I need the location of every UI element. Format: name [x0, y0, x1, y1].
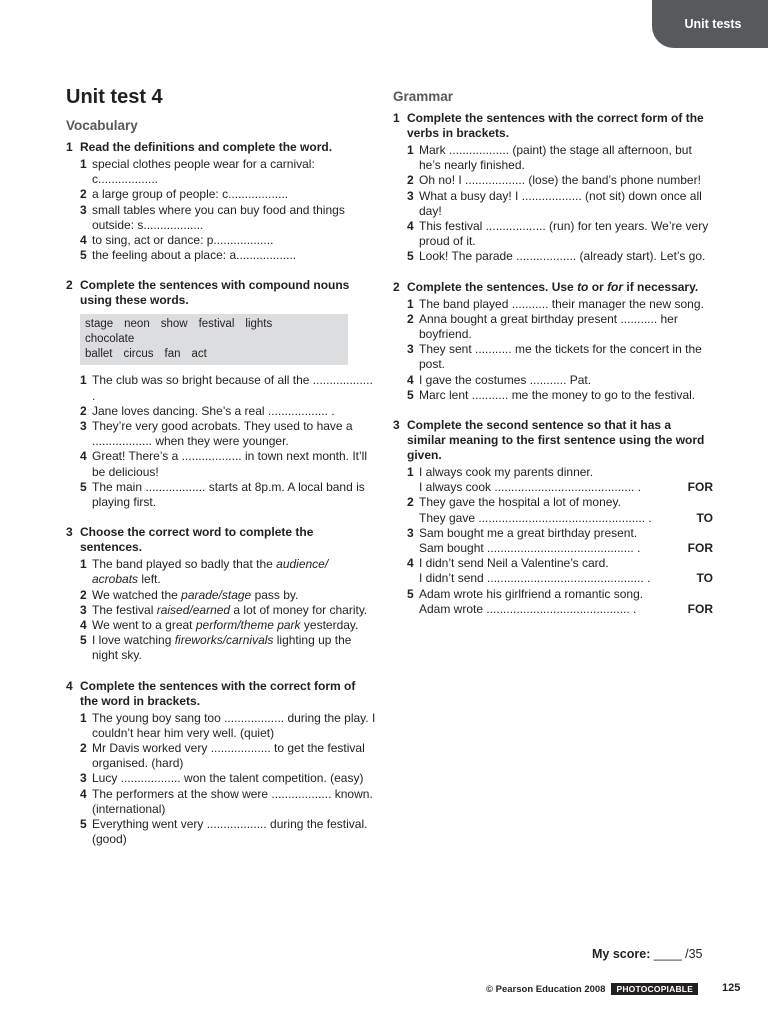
item-number: 3	[407, 525, 414, 540]
item-number: 3	[407, 342, 414, 357]
exercise-item	[80, 157, 376, 187]
exercise-item	[407, 219, 713, 249]
exercise-item	[80, 787, 376, 817]
exercise-item	[80, 373, 376, 403]
rewrite-sentence: Sam bought ............................................ .	[419, 541, 641, 556]
item-number: 4	[80, 618, 87, 633]
item-text: I gave the costumes ........... Pat.	[419, 372, 592, 387]
page-title: Unit test 4	[66, 86, 163, 108]
unit-tests-tab	[652, 0, 768, 48]
exercise-item	[407, 312, 713, 342]
item-text: Great! There’s a .................. in town next month. It’ll be delicious!	[92, 449, 368, 479]
grammar-column	[393, 89, 713, 632]
vocabulary-exercise-2	[66, 278, 376, 510]
item-number: 5	[407, 387, 414, 402]
exercise-number: 2	[393, 279, 400, 294]
exercise-number: 1	[66, 140, 73, 154]
item-number: 1	[407, 296, 414, 311]
grammar-exercise-2	[393, 280, 713, 403]
rewrite-sentence: I always cook .......................................... .	[419, 480, 642, 495]
exercise-item	[80, 187, 376, 202]
vocabulary-exercise-4	[66, 679, 376, 848]
item-text: The performers at the show were .................. known. (international)	[92, 786, 373, 816]
transformation-item	[407, 495, 713, 525]
exercise-instruction: Complete the sentences with the correct form of the verbs in brackets.	[407, 111, 704, 140]
word-box	[80, 314, 348, 365]
item-text: I love watching fireworks/carnivals lighting up the night sky.	[92, 633, 352, 663]
item-text: The young boy sang too .................. during the play. I couldn’t hear him very well. (quiet)	[92, 710, 376, 740]
exercise-item	[80, 557, 376, 587]
exercise-items	[66, 557, 376, 663]
item-text: to sing, act or dance: p..................	[92, 233, 274, 248]
key-word: TO	[696, 510, 713, 525]
item-text: Lucy .................. won the talent competition. (easy)	[92, 771, 364, 786]
exercise-item	[80, 588, 376, 603]
vocabulary-exercise-3	[66, 525, 376, 663]
item-number: 3	[80, 602, 87, 617]
item-text: The festival raised/earned a lot of money for charity.	[92, 602, 368, 617]
item-number: 2	[80, 403, 87, 418]
key-word: FOR	[687, 480, 713, 495]
item-number: 4	[80, 786, 87, 801]
item-text: What a busy day! I .................. (not sit) down once all day!	[419, 188, 702, 218]
item-number: 5	[80, 817, 87, 832]
item-text: Look! The parade .................. (already start). Let’s go.	[419, 249, 706, 264]
exercise-item	[80, 248, 376, 263]
exercise-items	[66, 373, 376, 510]
item-number: 1	[80, 373, 87, 388]
exercise-instruction: Read the definitions and complete the word.	[80, 140, 333, 154]
exercise-item	[80, 404, 376, 419]
item-number: 5	[407, 249, 414, 264]
item-text: They’re very good acrobats. They used to have a .................. when they were younger.	[92, 419, 353, 449]
word-box-word: ballet	[85, 348, 113, 361]
item-number: 1	[407, 143, 414, 157]
item-number: 5	[80, 248, 87, 263]
item-number: 2	[80, 741, 87, 756]
exercise-item	[407, 249, 713, 264]
item-number: 2	[407, 173, 414, 188]
item-number: 5	[80, 633, 87, 648]
item-number: 1	[407, 465, 414, 480]
item-number: 3	[80, 419, 87, 434]
exercise-instruction: Complete the sentences. Use to or for if necessary.	[407, 279, 699, 294]
exercise-items	[393, 297, 713, 403]
item-text: Jane loves dancing. She’s a real .................. .	[92, 403, 335, 418]
exercise-number: 3	[393, 418, 400, 433]
original-sentence: They gave the hospital a lot of money.	[419, 495, 621, 510]
original-sentence: I didn’t send Neil a Valentine’s card.	[419, 556, 609, 571]
item-number: 5	[407, 586, 414, 601]
item-number: 4	[407, 372, 414, 387]
grammar-heading: Grammar	[393, 89, 454, 104]
page-number: 125	[722, 982, 741, 994]
exercise-items	[393, 143, 713, 265]
key-word: TO	[696, 571, 713, 586]
exercise-number: 1	[393, 111, 400, 125]
item-number: 3	[80, 771, 87, 786]
grammar-exercise-1	[393, 111, 713, 265]
item-text: They sent ........... me the tickets for the concert in the post.	[419, 342, 702, 372]
key-word: FOR	[687, 541, 713, 556]
exercise-instruction: Complete the second sentence so that it has a similar meaning to the first sentence using the word given.	[407, 418, 705, 463]
exercise-instruction: Complete the sentences with the correct form of the word in brackets.	[80, 678, 356, 708]
item-number: 4	[80, 449, 87, 464]
transformation-item	[407, 526, 713, 556]
item-number: 2	[80, 187, 87, 202]
vocabulary-column	[66, 118, 376, 863]
item-text: This festival .................. (run) for ten years. We’re very proud of it.	[419, 219, 709, 249]
rewrite-sentence: They gave .................................................. .	[419, 510, 652, 525]
word-box-word: chocolate	[85, 333, 135, 346]
exercise-item	[80, 480, 376, 510]
item-text: The band played so badly that the audience/ acrobats left.	[92, 557, 329, 587]
item-number: 2	[80, 587, 87, 602]
word-box-word: circus	[123, 348, 154, 361]
original-sentence: Adam wrote his girlfriend a romantic song.	[419, 586, 644, 601]
item-text: Oh no! I .................. (lose) the band’s phone number!	[419, 173, 701, 188]
exercise-items	[66, 711, 376, 848]
my-score	[592, 947, 703, 961]
item-text: Mr Davis worked very .................. to get the festival organised. (hard)	[92, 741, 365, 771]
item-number: 4	[407, 556, 414, 571]
vocabulary-exercise-1	[66, 140, 376, 263]
exercise-item	[407, 373, 713, 388]
unit-tests-tab-label: Unit tests	[684, 17, 742, 31]
item-text: the feeling about a place: a..................	[92, 248, 297, 263]
photocopiable-badge: PHOTOCOPIABLE	[611, 983, 698, 995]
exercise-item	[407, 143, 713, 173]
item-number: 3	[80, 202, 87, 217]
item-text: The band played ........... their manager the new song.	[419, 296, 704, 311]
item-text: small tables where you can buy food and things outside: s..................	[92, 202, 345, 232]
copyright-text: © Pearson Education 2008	[486, 983, 606, 995]
my-score-label: My score:	[592, 947, 651, 961]
exercise-items	[66, 157, 376, 263]
exercise-item	[407, 173, 713, 188]
item-text: special clothes people wear for a carnival: c..................	[92, 157, 315, 187]
word-box-word: fan	[164, 348, 181, 361]
exercise-item	[80, 711, 376, 741]
rewrite-sentence: Adam wrote ........................................... .	[419, 601, 637, 616]
exercise-item	[80, 618, 376, 633]
item-number: 4	[80, 233, 87, 248]
transformation-item	[407, 587, 713, 617]
exercise-number: 3	[66, 525, 73, 540]
item-text: The club was so bright because of all the .................. .	[92, 373, 373, 403]
word-box-word: neon	[124, 318, 150, 331]
transformation-items	[393, 465, 713, 617]
my-score-value: ____ /35	[653, 947, 703, 961]
exercise-item	[80, 633, 376, 663]
item-text: a large group of people: c..................	[92, 187, 289, 202]
exercise-item	[80, 203, 376, 233]
word-box-word: show	[160, 318, 188, 331]
exercise-item	[407, 388, 713, 403]
exercise-item	[80, 771, 376, 786]
item-text: Mark .................. (paint) the stage all afternoon, but he’s nearly finished.	[419, 143, 692, 173]
exercise-item	[80, 817, 376, 847]
exercise-item	[80, 233, 376, 248]
exercise-item	[80, 419, 376, 449]
exercise-number: 4	[66, 678, 73, 693]
word-box-word: festival	[198, 318, 235, 331]
item-text: Marc lent ........... me the money to go to the festival.	[419, 387, 696, 402]
grammar-exercise-3	[393, 418, 713, 617]
original-sentence: I always cook my parents dinner.	[419, 465, 594, 480]
item-text: We watched the parade/stage pass by.	[92, 587, 299, 602]
original-sentence: Sam bought me a great birthday present.	[419, 525, 638, 540]
word-box-word: lights	[245, 318, 273, 331]
item-text: Everything went very .................. during the festival. (good)	[92, 817, 368, 847]
key-word: FOR	[687, 601, 713, 616]
exercise-item	[80, 741, 376, 771]
item-number: 1	[80, 157, 87, 171]
exercise-item	[80, 603, 376, 618]
exercise-item	[80, 449, 376, 479]
item-number: 1	[80, 710, 87, 725]
item-text: The main .................. starts at 8p.m. A local band is playing first.	[92, 479, 365, 510]
exercise-item	[407, 297, 713, 312]
item-text: Anna bought a great birthday present ........... her boyfriend.	[419, 311, 678, 342]
vocabulary-heading: Vocabulary	[66, 118, 138, 133]
item-number: 1	[80, 557, 87, 572]
exercise-instruction: Choose the correct word to complete the sentences.	[80, 525, 314, 555]
transformation-item	[407, 556, 713, 586]
item-number: 4	[407, 219, 414, 234]
item-number: 2	[407, 495, 414, 510]
exercise-instruction: Complete the sentences with compound nouns using these words.	[80, 278, 350, 308]
transformation-item	[407, 465, 713, 495]
word-box-row	[85, 347, 342, 362]
exercise-item	[407, 189, 713, 219]
rewrite-sentence: I didn’t send ............................................... .	[419, 571, 651, 586]
item-number: 2	[407, 311, 414, 326]
item-text: We went to a great perform/theme park yesterday.	[92, 618, 359, 633]
item-number: 3	[407, 188, 414, 203]
item-number: 5	[80, 479, 87, 494]
word-box-word: stage	[85, 318, 114, 331]
word-box-word: act	[191, 348, 207, 361]
exercise-item	[407, 342, 713, 372]
footer	[486, 983, 698, 995]
exercise-number: 2	[66, 278, 73, 293]
word-box-row	[85, 317, 342, 347]
